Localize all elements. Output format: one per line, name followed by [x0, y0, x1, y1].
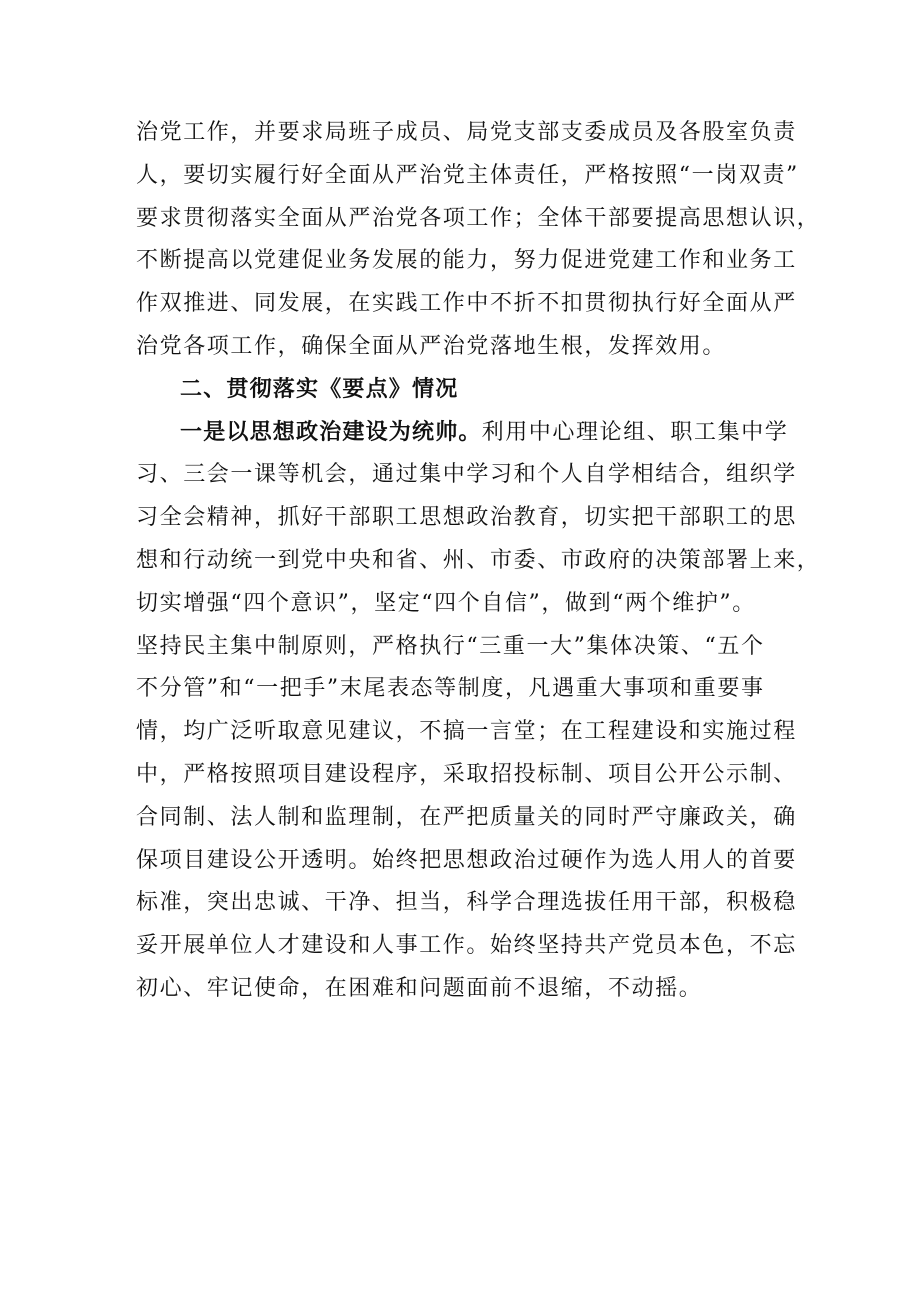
section-heading: 二、贯彻落实《要点》情况 — [180, 376, 459, 402]
text-line: 坚持民主集中制原则，严格执行“三重一大”集体决策、“五个 — [136, 633, 765, 659]
text-line: 合同制、法人制和监理制，在严把质量关的同时严守廉政关，确 — [136, 804, 797, 830]
text-line: 情，均广泛听取意见建议，不搞一言堂；在工程建设和实施过程 — [136, 719, 797, 745]
text-line: 想和行动统一到党中央和省、州、市委、市政府的决策部署上来， — [136, 547, 821, 573]
text-line: 中，严格按照项目建设程序，采取招投标制、项目公开公示制、 — [136, 761, 797, 787]
paragraph-2 — [136, 412, 821, 1011]
paragraph-1 — [136, 112, 821, 369]
text-line: 不分管”和“一把手”末尾表态等制度，凡遇重大事项和重要事 — [136, 676, 765, 702]
text-line: 保项目建设公开透明。始终把思想政治过硬作为选人用人的首要 — [136, 847, 797, 873]
text-line: 要求贯彻落实全面从严治党各项工作；全体干部要提高思想认识， — [136, 205, 821, 231]
text-line: 人，要切实履行好全面从严治党主体责任，严格按照“一岗双责” — [136, 162, 799, 188]
text-line: 作双推进、同发展，在实践工作中不折不扣贯彻执行好全面从严 — [136, 291, 797, 317]
text-line: 治党工作，并要求局班子成员、局党支部支委成员及各股室负责 — [136, 120, 797, 145]
text-line: 切实增强“四个意识”，坚定“四个自信”，做到“两个维护”。 — [136, 590, 756, 616]
text-line: 标准，突出忠诚、干净、担当，科学合理选拔任用干部，积极稳 — [136, 890, 797, 916]
text-line: 不断提高以党建促业务发展的能力，努力促进党建工作和业务工 — [136, 248, 797, 274]
text-line: 初心、牢记使命，在困难和问题面前不退缩，不动摇。 — [136, 975, 703, 1001]
text-line — [136, 412, 796, 455]
text-line: 妥开展单位人才建设和人事工作。始终坚持共产党员本色，不忘 — [136, 933, 797, 959]
text-line: 治党各项工作，确保全面从严治党落地生根，发挥效用。 — [136, 333, 727, 359]
text-line: 习、三会一课等机会，通过集中学习和个人自学相结合，组织学 — [136, 462, 797, 488]
text-line: 习全会精神，抓好干部职工思想政治教育，切实把干部职工的思 — [136, 505, 797, 531]
document-body — [136, 112, 821, 1011]
paragraph-lead-rest: 利用中心理论组、职工集中学 — [481, 419, 789, 445]
paragraph-lead-bold: 一是以思想政治建设为统帅。 — [180, 419, 482, 445]
